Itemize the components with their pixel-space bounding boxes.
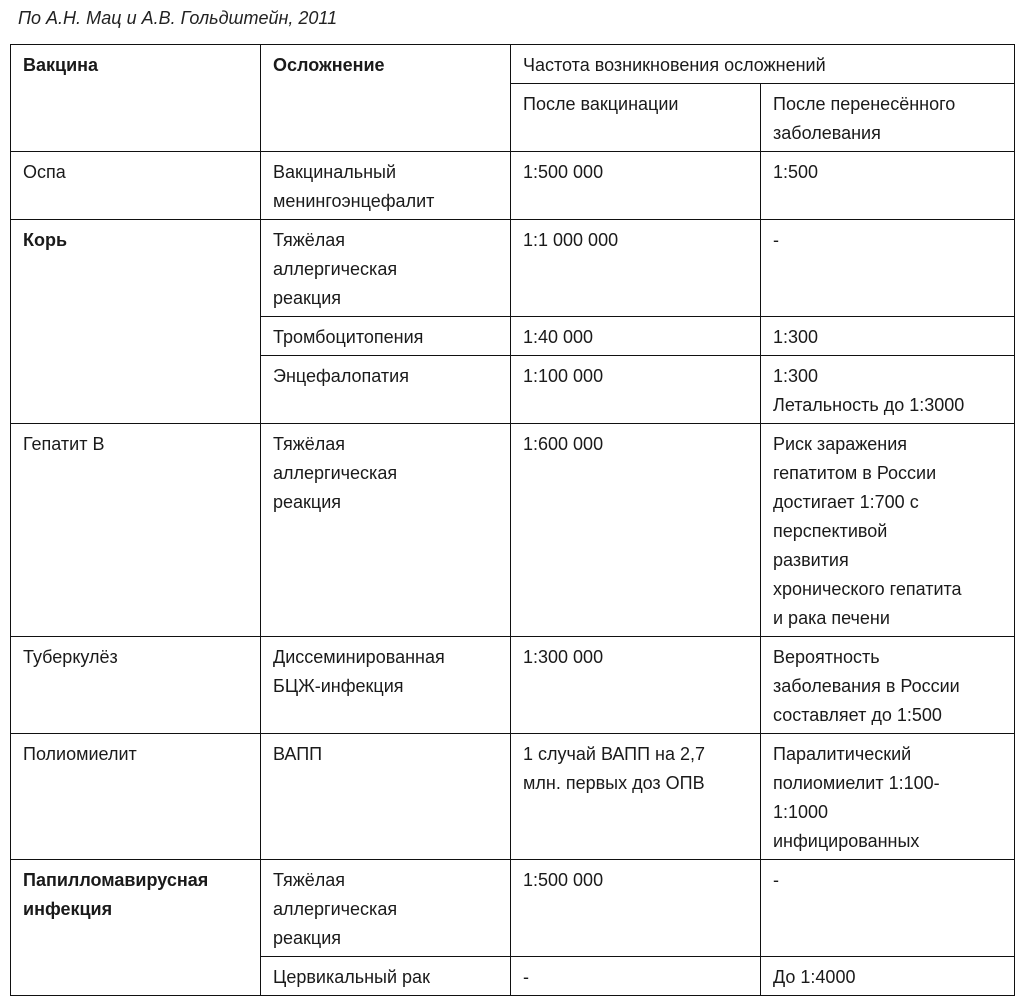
after-disease-cell: Риск заражения гепатитом в России достигает 1:700 с перспективой развития хронического гепатита и рака печени xyxy=(761,424,1015,637)
complication-cell: Энцефалопатия xyxy=(261,356,511,424)
header-complication: Осложнение xyxy=(261,45,511,152)
source-caption: По А.Н. Мац и А.В. Гольдштейн, 2011 xyxy=(18,8,338,28)
vaccine-cell: Папилломавирусная инфекция xyxy=(11,860,261,996)
header-after-vaccination: После вакцинации xyxy=(511,84,761,152)
complication-cell: Вакцинальный менингоэнцефалит xyxy=(261,152,511,220)
after-disease-cell: Вероятность заболевания в России составляет до 1:500 xyxy=(761,637,1015,734)
table-row xyxy=(11,734,1015,860)
after-vaccination-cell: 1 случай ВАПП на 2,7 млн. первых доз ОПВ xyxy=(511,734,761,860)
header-vaccine: Вакцина xyxy=(11,45,261,152)
table-row xyxy=(11,637,1015,734)
after-vaccination-cell: 1:300 000 xyxy=(511,637,761,734)
complication-cell: Цервикальный рак xyxy=(261,957,511,996)
after-vaccination-cell: - xyxy=(511,957,761,996)
table-row xyxy=(11,220,1015,317)
complication-cell: Тяжёлая аллергическая реакция xyxy=(261,220,511,317)
vaccine-cell: Оспа xyxy=(11,152,261,220)
after-vaccination-cell: 1:500 000 xyxy=(511,860,761,957)
complication-cell: ВАПП xyxy=(261,734,511,860)
after-disease-cell: До 1:4000 xyxy=(761,957,1015,996)
vaccine-complications-table xyxy=(10,44,1015,996)
after-disease-cell: 1:500 xyxy=(761,152,1015,220)
after-vaccination-cell: 1:40 000 xyxy=(511,317,761,356)
complication-cell: Тромбоцитопения xyxy=(261,317,511,356)
after-disease-cell: 1:300 xyxy=(761,317,1015,356)
header-after-disease: После перенесённого заболевания xyxy=(761,84,1015,152)
vaccine-cell: Корь xyxy=(11,220,261,424)
table-header-row xyxy=(11,45,1015,84)
after-vaccination-cell: 1:500 000 xyxy=(511,152,761,220)
after-vaccination-cell: 1:100 000 xyxy=(511,356,761,424)
header-frequency: Частота возникновения осложнений xyxy=(511,45,1015,84)
table-row xyxy=(11,152,1015,220)
after-vaccination-cell: 1:1 000 000 xyxy=(511,220,761,317)
table-row xyxy=(11,424,1015,637)
complication-cell: Диссеминированная БЦЖ-инфекция xyxy=(261,637,511,734)
complication-cell: Тяжёлая аллергическая реакция xyxy=(261,424,511,637)
vaccine-cell: Полиомиелит xyxy=(11,734,261,860)
complication-cell: Тяжёлая аллергическая реакция xyxy=(261,860,511,957)
after-disease-cell: - xyxy=(761,220,1015,317)
vaccine-cell: Туберкулёз xyxy=(11,637,261,734)
after-vaccination-cell: 1:600 000 xyxy=(511,424,761,637)
vaccine-cell: Гепатит В xyxy=(11,424,261,637)
after-disease-cell: Паралитический полиомиелит 1:100- 1:1000 инфицированных xyxy=(761,734,1015,860)
after-disease-cell: 1:300 Летальность до 1:3000 xyxy=(761,356,1015,424)
table-row xyxy=(11,860,1015,957)
after-disease-cell: - xyxy=(761,860,1015,957)
